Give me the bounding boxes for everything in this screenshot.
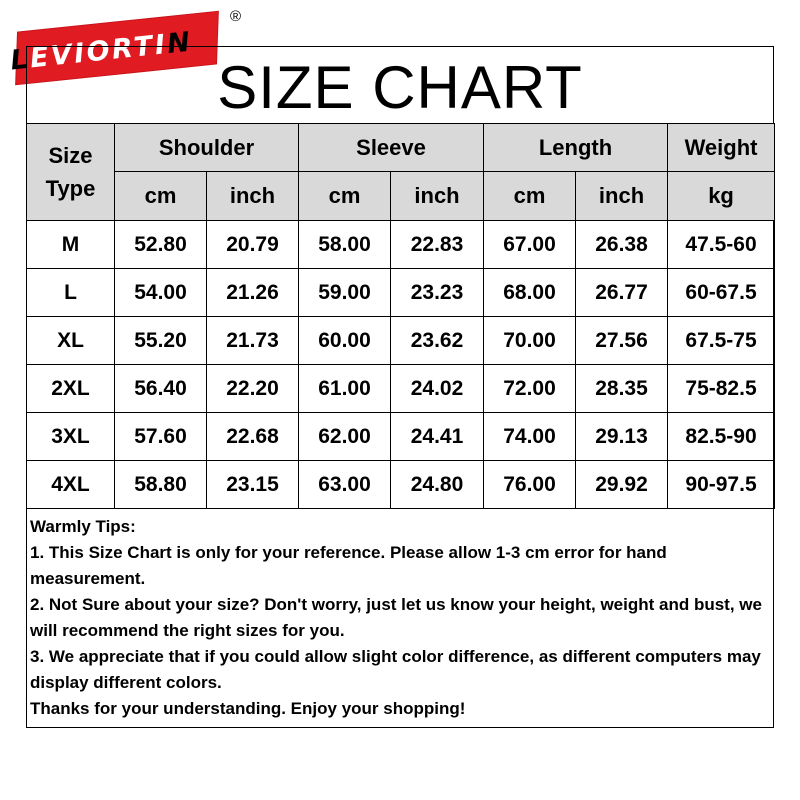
group-header: Weight [668, 124, 775, 172]
measurement-cell: 24.80 [391, 461, 484, 509]
size-cell: XL [27, 317, 115, 365]
tip-item: 1. This Size Chart is only for your reference. Please allow 1-3 cm error for hand measurement. [30, 543, 667, 588]
measurement-cell: 58.80 [115, 461, 207, 509]
unit-header: cm [484, 172, 576, 221]
measurement-cell: 70.00 [484, 317, 576, 365]
measurement-cell: 20.79 [207, 221, 299, 269]
measurement-cell: 62.00 [299, 413, 391, 461]
size-table [26, 123, 775, 509]
table-row [27, 317, 775, 365]
measurement-cell: 57.60 [115, 413, 207, 461]
measurement-cell: 76.00 [484, 461, 576, 509]
measurement-cell: 58.00 [299, 221, 391, 269]
measurement-cell: 61.00 [299, 365, 391, 413]
size-cell: L [27, 269, 115, 317]
table-body [27, 221, 775, 509]
tips-heading: Warmly Tips: [30, 517, 136, 536]
measurement-cell: 67.5-75 [668, 317, 775, 365]
measurement-cell: 22.83 [391, 221, 484, 269]
registered-mark: ® [230, 8, 242, 25]
tips-closing: Thanks for your understanding. Enjoy your shopping! [30, 699, 466, 718]
measurement-cell: 27.56 [576, 317, 668, 365]
measurement-cell: 68.00 [484, 269, 576, 317]
size-cell: 3XL [27, 413, 115, 461]
measurement-cell: 90-97.5 [668, 461, 775, 509]
measurement-cell: 23.23 [391, 269, 484, 317]
measurement-cell: 24.41 [391, 413, 484, 461]
table-row [27, 413, 775, 461]
tip-item: 3. We appreciate that if you could allow slight color difference, as different computers may display different colors. [30, 647, 761, 692]
measurement-cell: 22.68 [207, 413, 299, 461]
group-header: Length [484, 124, 668, 172]
measurement-cell: 23.15 [207, 461, 299, 509]
unit-header: inch [391, 172, 484, 221]
unit-header: cm [115, 172, 207, 221]
measurement-cell: 29.92 [576, 461, 668, 509]
group-header: Sleeve [299, 124, 484, 172]
tip-item: 2. Not Sure about your size? Don't worry, just let us know your height, weight and bust, we will recommend the right sizes for you. [30, 595, 762, 640]
measurement-cell: 22.20 [207, 365, 299, 413]
measurement-cell: 72.00 [484, 365, 576, 413]
table-row [27, 365, 775, 413]
measurement-cell: 60.00 [299, 317, 391, 365]
measurement-cell: 55.20 [115, 317, 207, 365]
size-cell: 2XL [27, 365, 115, 413]
brand-logo-middle: EVIORTI [28, 29, 169, 75]
unit-header: inch [207, 172, 299, 221]
size-cell: M [27, 221, 115, 269]
table-row [27, 461, 775, 509]
measurement-cell: 52.80 [115, 221, 207, 269]
measurement-cell: 75-82.5 [668, 365, 775, 413]
measurement-cell: 54.00 [115, 269, 207, 317]
measurement-cell: 59.00 [299, 269, 391, 317]
measurement-cell: 63.00 [299, 461, 391, 509]
unit-header: cm [299, 172, 391, 221]
measurement-cell: 28.35 [576, 365, 668, 413]
measurement-cell: 29.13 [576, 413, 668, 461]
measurement-cell: 26.77 [576, 269, 668, 317]
group-header: Shoulder [115, 124, 299, 172]
measurement-cell: 74.00 [484, 413, 576, 461]
measurement-cell: 47.5-60 [668, 221, 775, 269]
measurement-cell: 56.40 [115, 365, 207, 413]
measurement-cell: 21.26 [207, 269, 299, 317]
size-type-header: Size Type [27, 124, 115, 221]
measurement-cell: 67.00 [484, 221, 576, 269]
measurement-cell: 23.62 [391, 317, 484, 365]
size-cell: 4XL [27, 461, 115, 509]
tips-section [26, 508, 774, 728]
measurement-cell: 82.5-90 [668, 413, 775, 461]
measurement-cell: 60-67.5 [668, 269, 775, 317]
table-row [27, 269, 775, 317]
page-title: SIZE CHART [217, 54, 583, 121]
brand-logo-lead: L [8, 43, 32, 77]
measurement-cell: 24.02 [391, 365, 484, 413]
unit-header: inch [576, 172, 668, 221]
table-row [27, 221, 775, 269]
measurement-cell: 26.38 [576, 221, 668, 269]
unit-header: kg [668, 172, 775, 221]
brand-logo-tail: N [165, 26, 194, 60]
measurement-cell: 21.73 [207, 317, 299, 365]
